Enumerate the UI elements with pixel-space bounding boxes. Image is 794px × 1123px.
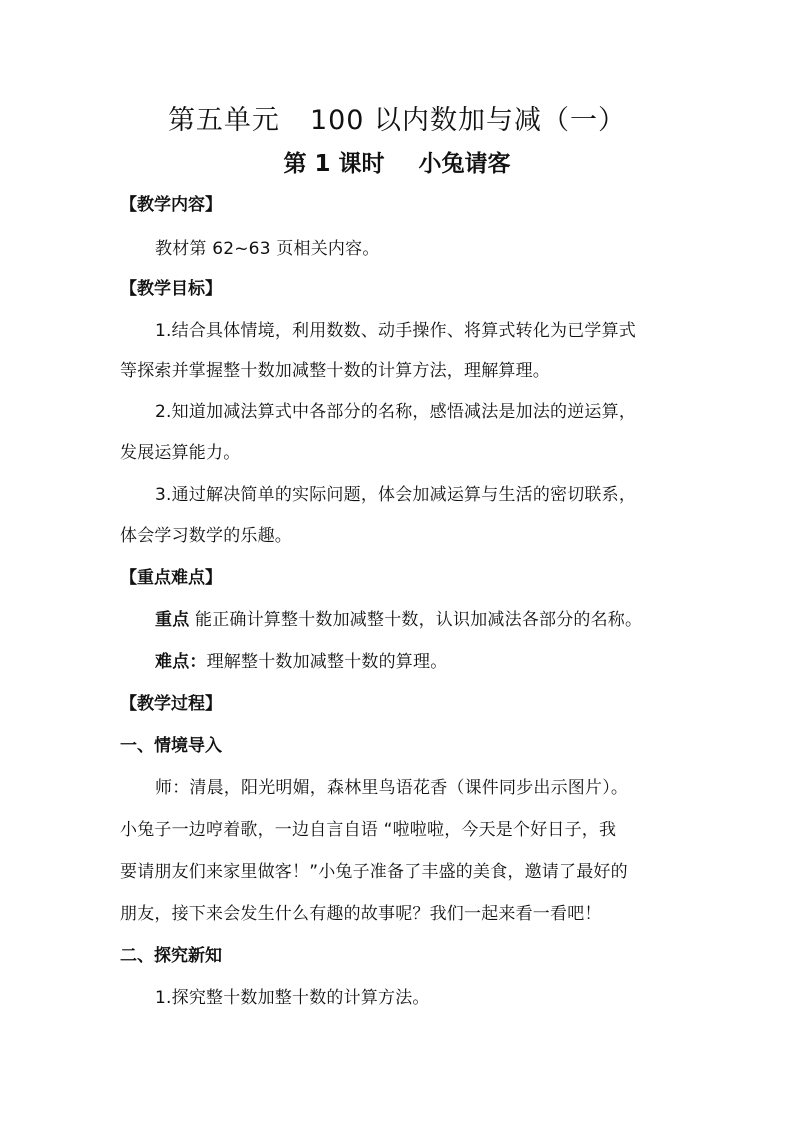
step-2-item-1: 1.探究整十数加整十数的计算方法。	[155, 988, 430, 1008]
heading-teaching-content: 【教学内容】	[120, 195, 222, 215]
heading-teaching-goals: 【教学目标】	[120, 279, 222, 299]
goal-1-line-2: 等探索并掌握整十数加减整十数的计算方法，理解算理。	[120, 361, 550, 381]
title-topic: 100 以内数加与减（一）	[309, 105, 627, 136]
step-1-line-4: 朋友，接下来会发生什么有趣的故事呢？我们一起来看一看吧！	[120, 904, 602, 924]
goal-1-line-1: 1.结合具体情境，利用数数、动手操作、将算式转化为已学算式	[155, 321, 637, 341]
key-point	[155, 605, 642, 630]
goal-2-line-2: 发展运算能力。	[120, 443, 241, 463]
step-1-line-3: 要请朋友们来家里做客！”小兔子准备了丰盛的美食，邀请了最好的	[120, 862, 628, 882]
goal-2-line-1: 2.知道加减法算式中各部分的名称，感悟减法是加法的逆运算，	[155, 402, 637, 422]
page-subtitle	[0, 145, 794, 178]
step-1-heading: 一、情境导入	[120, 736, 222, 756]
subtitle-lesson: 第 1 课时	[283, 151, 385, 177]
step-2-heading: 二、探究新知	[120, 946, 222, 966]
difficult-point	[155, 647, 447, 672]
title-unit: 第五单元	[167, 105, 280, 136]
subtitle-name: 小兔请客	[418, 151, 511, 177]
difficult-point-text: 理解整十数加减整十数的算理。	[206, 652, 448, 672]
key-point-text: 能正确计算整十数加减整十数，认识加减法各部分的名称。	[189, 610, 643, 630]
page-title	[0, 98, 794, 137]
heading-teaching-process: 【教学过程】	[120, 694, 222, 714]
teaching-content-text: 教材第 62~63 页相关内容。	[155, 239, 380, 259]
goal-3-line-1: 3.通过解决简单的实际问题，体会加减运算与生活的密切联系，	[155, 485, 637, 505]
key-point-label: 重点	[155, 610, 190, 630]
goal-3-line-2: 体会学习数学的乐趣。	[120, 526, 292, 546]
step-1-line-2: 小兔子一边哼着歌，一边自言自语 “啦啦啦，今天是个好日子，我	[120, 820, 617, 840]
difficult-point-label: 难点：	[155, 652, 207, 672]
heading-key-difficult: 【重点难点】	[120, 568, 222, 588]
step-1-line-1: 师：清晨，阳光明媚，森林里鸟语花香（课件同步出示图片）。	[155, 778, 629, 798]
